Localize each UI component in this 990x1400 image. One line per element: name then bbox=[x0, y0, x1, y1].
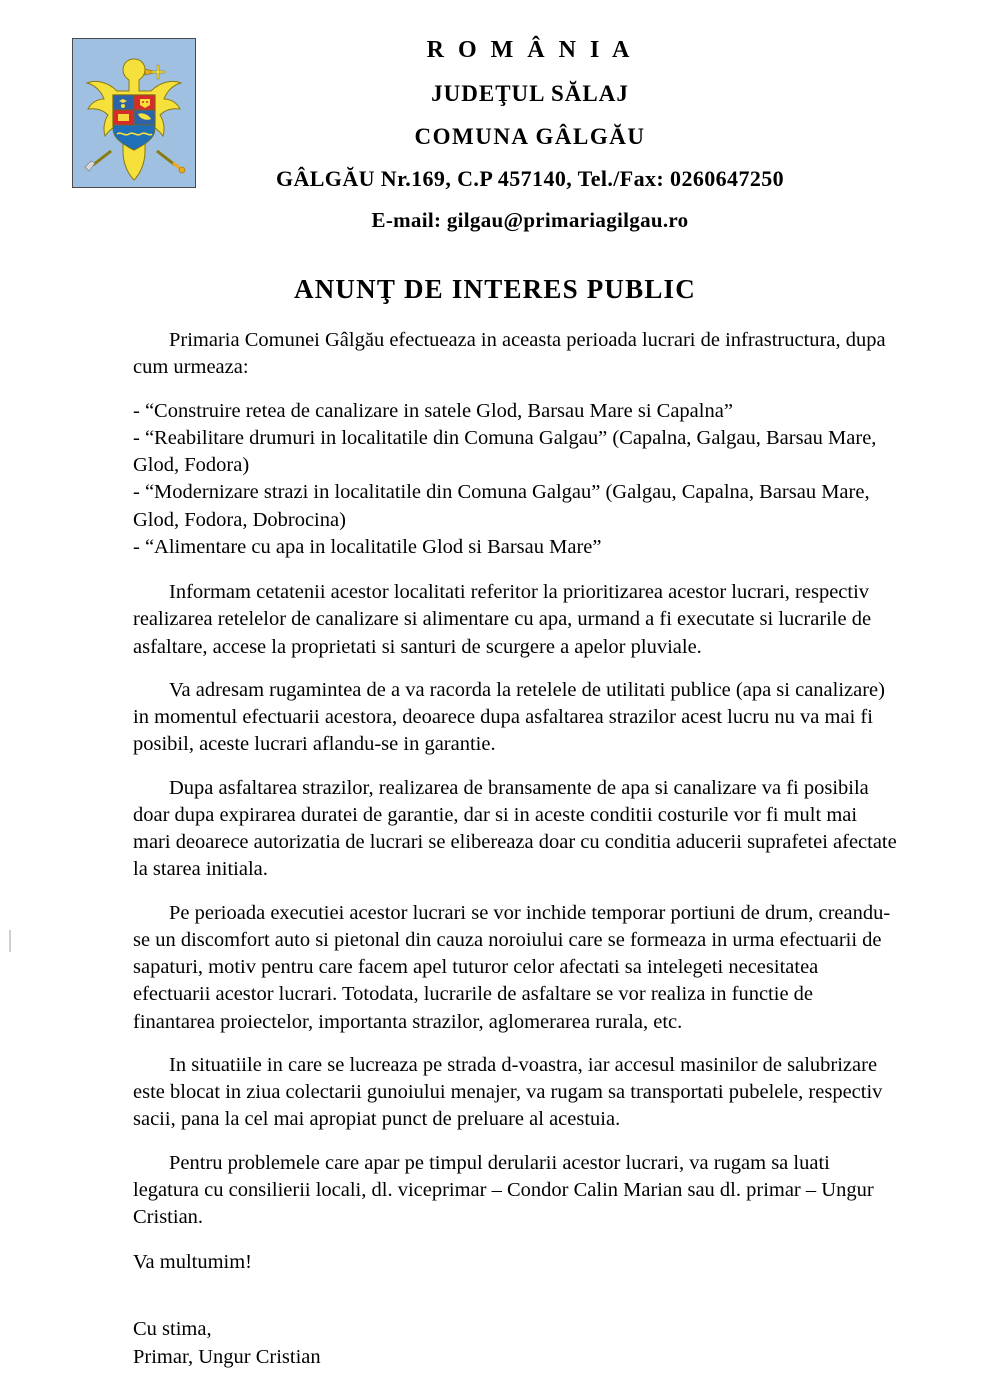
address-line: GÂLGĂU Nr.169, C.P 457140, Tel./Fax: 0260647250 bbox=[275, 166, 785, 191]
country-name: R O M Â N I A bbox=[426, 37, 634, 63]
paragraph-6: Pentru problemele care apar pe timpul derularii acestor lucrari, va rugam sa luati legatura cu consilierii locali, dl. viceprimar – Condor Calin Marian sau dl. primar – Ungur Cristian. bbox=[133, 1151, 874, 1228]
paragraph-3: Dupa asfaltarea strazilor, realizarea de bransamente de apa si canalizare va fi posibila doar dupa expirarea duratei de garantie, dar si in aceste conditii costurile vor fi mult mai mari deoarece autorizatia de lucrari se elibereaza doar cu conditia aducerii suprafetei afectate la starea initiala. bbox=[133, 776, 897, 881]
list-item: - “Modernizare strazi in localitatile din Comuna Galgau” (Galgau, Capalna, Barsau Mare, Glod, Fodora, Dobrocina) bbox=[133, 481, 870, 531]
page-title: ANUNŢ DE INTERES PUBLIC bbox=[294, 274, 696, 304]
paragraph-4: Pe perioada executiei acestor lucrari se vor inchide temporar portiuni de drum, creandu-se un discomfort auto si pietonal din cauza noroiului care se formeaza in urma efectuarii de sapaturi, motiv pentru care facem apel tuturor celor afectati sa intelegeti necesitatea efectuarii acestor lucrari. Totodata, lucrarile de asfaltare se vor realiza in functie de finantarea proiectelor, importanta strazilor, aglomerarea rurala, etc. bbox=[133, 901, 891, 1033]
list-item: - “Construire retea de canalizare in satele Glod, Barsau Mare si Capalna” bbox=[133, 399, 733, 422]
list-item: - “Reabilitare drumuri in localitatile din Comuna Galgau” (Capalna, Galgau, Barsau Mare, Glod, Fodora) bbox=[133, 426, 877, 476]
commune-name: COMUNA GÂLGĂU bbox=[414, 124, 646, 149]
signature-closing: Cu stima, bbox=[133, 1318, 212, 1341]
coat-of-arms-icon bbox=[72, 38, 196, 188]
signature-block bbox=[0, 1316, 990, 1371]
signature-name: Primar, Ungur Cristian bbox=[133, 1345, 321, 1368]
works-list bbox=[133, 398, 898, 562]
county-name: JUDEŢUL SĂLAJ bbox=[431, 81, 629, 106]
scan-artifact bbox=[9, 930, 11, 952]
document-body bbox=[0, 327, 990, 1231]
list-item: - “Alimentare cu apa in localitatile Glod si Barsau Mare” bbox=[133, 535, 602, 558]
paragraph-1: Informam cetatenii acestor localitati referitor la prioritizarea acestor lucrari, respectiv realizarea retelelor de canalizare si alimentare cu apa, urmand a fi executate si lucrarile de asfaltare, accese la proprietati si santuri de scurgere a apelor pluviale. bbox=[133, 581, 872, 658]
paragraph-5: In situatiile in care se lucreaza pe strada d-voastra, iar accesul masinilor de salubrizare este blocat in ziua colectarii gunoiului menajer, va rugam sa transportati pubelele, respectiv sacii, pana la cel mai apropiat punct de preluare al acestuia. bbox=[133, 1053, 883, 1131]
thanks-line: Va multumim! bbox=[133, 1251, 253, 1274]
intro-paragraph: Primaria Comunei Gâlgău efectueaza in aceasta perioada lucrari de infrastructura, dupa cum urmeaza: bbox=[133, 329, 886, 379]
paragraph-2: Va adresam rugamintea de a va racorda la retelele de utilitati publice (apa si canalizare) in momentul efectuarii acestora, deoarece dupa asfaltarea strazilor acest lucru nu va mai fi posibil, aceste lucrari aflandu-se in garantie. bbox=[133, 678, 885, 756]
email-line: E-mail: gilgau@primariagilgau.ro bbox=[371, 208, 689, 232]
letterhead bbox=[0, 0, 990, 232]
